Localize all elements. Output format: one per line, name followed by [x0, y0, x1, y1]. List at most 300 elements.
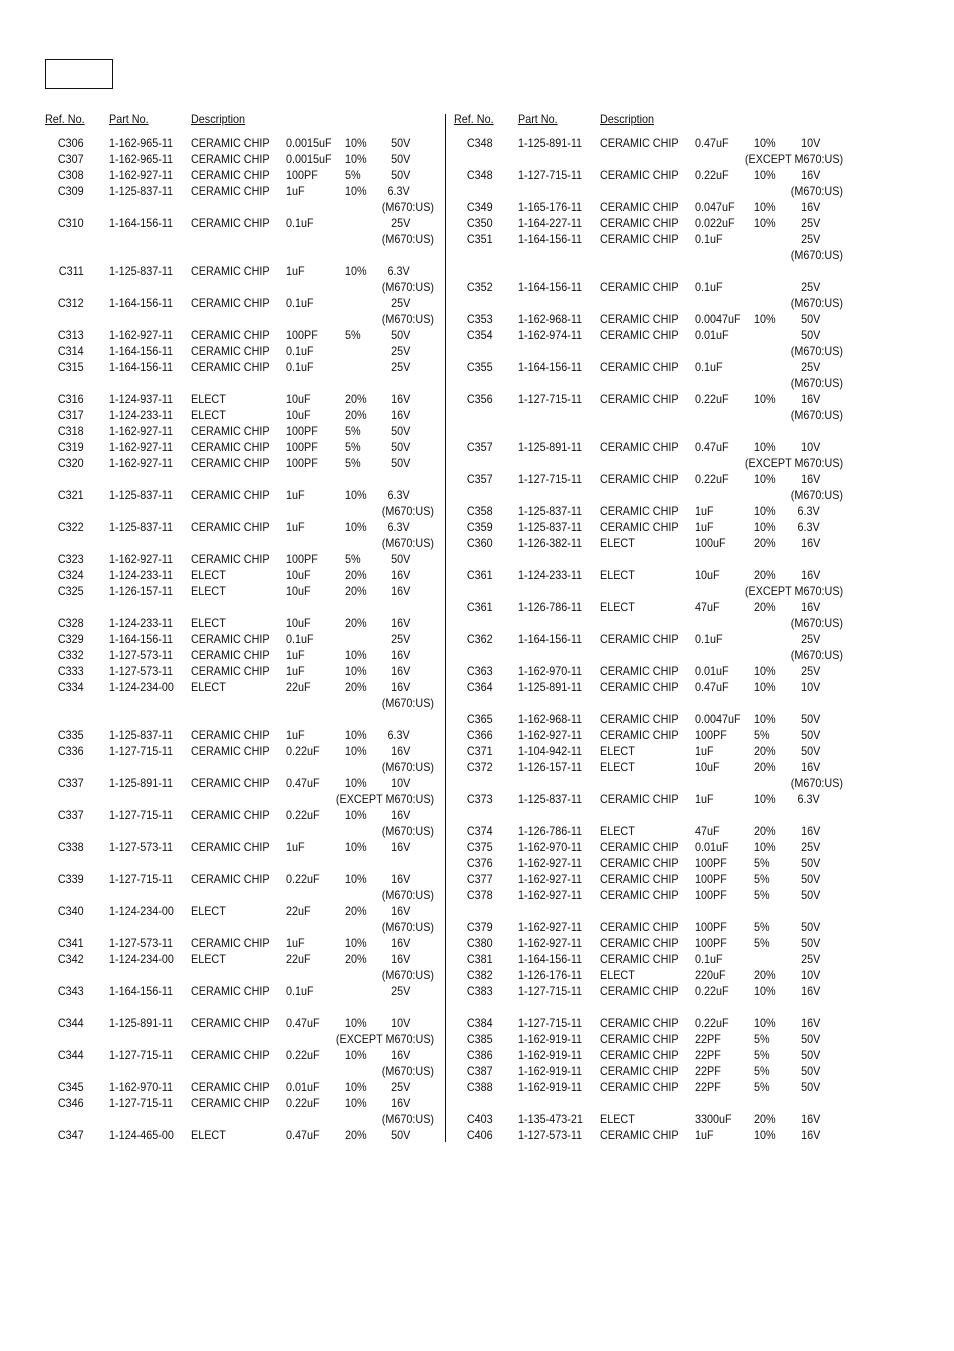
voltage: 16V: [390, 663, 410, 678]
description: CERAMIC CHIP: [191, 343, 270, 358]
voltage: 6.3V: [387, 519, 410, 534]
header-description: Description: [191, 112, 246, 126]
description: CERAMIC CHIP: [191, 1015, 270, 1030]
description: CERAMIC CHIP: [191, 455, 270, 470]
part-no: 1-162-919-11: [518, 1063, 583, 1078]
remark: (EXCEPT M670:US): [744, 151, 843, 166]
ref-no: C342: [58, 951, 84, 966]
description: CERAMIC CHIP: [600, 215, 679, 230]
description: CERAMIC CHIP: [600, 727, 679, 742]
ref-no: C387: [467, 1063, 493, 1078]
description: CERAMIC CHIP: [600, 199, 679, 214]
ref-no: C320: [58, 455, 84, 470]
table-row: [0, 167, 954, 183]
value: 0.0047uF: [695, 711, 741, 726]
description: CERAMIC CHIP: [191, 1095, 270, 1110]
description: CERAMIC CHIP: [600, 887, 679, 902]
voltage: 50V: [390, 551, 410, 566]
description: ELECT: [600, 967, 635, 982]
ref-no: C372: [467, 759, 493, 774]
description: CERAMIC CHIP: [191, 215, 270, 230]
ref-no: C353: [467, 311, 493, 326]
part-no: 1-164-156-11: [109, 359, 174, 374]
remark: (M670:US): [381, 535, 434, 550]
remark: (M670:US): [790, 343, 843, 358]
ref-no: C319: [58, 439, 84, 454]
part-no: 1-127-573-11: [109, 647, 174, 662]
remark: (M670:US): [790, 183, 843, 198]
part-no: 1-127-573-11: [109, 935, 174, 950]
description: ELECT: [600, 1111, 635, 1126]
table-row: [0, 951, 954, 967]
part-no: 1-125-837-11: [109, 183, 174, 198]
part-no: 1-127-715-11: [518, 391, 583, 406]
value: 47uF: [695, 823, 720, 838]
voltage: 16V: [800, 471, 820, 486]
description: CERAMIC CHIP: [600, 791, 679, 806]
remark: (M670:US): [381, 919, 434, 934]
voltage: 10V: [800, 967, 820, 982]
table-row: [0, 871, 954, 887]
remark: (M670:US): [381, 823, 434, 838]
description: ELECT: [600, 759, 635, 774]
tolerance: 10%: [345, 935, 367, 950]
part-no: 1-124-234-00: [109, 903, 174, 918]
description: ELECT: [191, 391, 226, 406]
value: 1uF: [286, 647, 305, 662]
description: CERAMIC CHIP: [600, 711, 679, 726]
part-no: 1-164-156-11: [109, 295, 174, 310]
table-row: [0, 1111, 954, 1127]
tolerance: 5%: [754, 855, 770, 870]
description: ELECT: [191, 407, 226, 422]
part-no: 1-124-234-00: [109, 679, 174, 694]
part-no: 1-162-927-11: [518, 919, 583, 934]
ref-no: C343: [58, 983, 84, 998]
tolerance: 5%: [345, 423, 361, 438]
value: 1uF: [286, 263, 305, 278]
ref-no: C336: [58, 743, 84, 758]
ref-no: C325: [58, 583, 84, 598]
value: 100PF: [286, 439, 318, 454]
part-no: 1-127-573-11: [518, 1127, 583, 1142]
table-row: [0, 551, 954, 567]
value: 0.1uF: [695, 631, 723, 646]
voltage: 16V: [800, 983, 820, 998]
ref-no: C357: [467, 471, 493, 486]
ref-no: C317: [58, 407, 84, 422]
part-no: 1-127-715-11: [109, 1047, 174, 1062]
voltage: 16V: [390, 679, 410, 694]
tolerance: 20%: [754, 967, 776, 982]
part-no: 1-127-715-11: [518, 471, 583, 486]
part-no: 1-162-970-11: [109, 1079, 174, 1094]
table-row: [0, 231, 954, 247]
ref-no: C351: [467, 231, 493, 246]
table-row-remark: [0, 295, 954, 311]
part-no: 1-127-715-11: [518, 167, 583, 182]
tolerance: 10%: [345, 839, 367, 854]
ref-no: C306: [58, 135, 84, 150]
remark: (M670:US): [381, 1063, 434, 1078]
tolerance: 5%: [345, 455, 361, 470]
voltage: 50V: [800, 935, 820, 950]
part-no: 1-164-156-11: [518, 279, 583, 294]
tolerance: 20%: [345, 583, 367, 598]
ref-no: C375: [467, 839, 493, 854]
description: CERAMIC CHIP: [600, 391, 679, 406]
voltage: 16V: [800, 823, 820, 838]
page-number-box: [45, 59, 113, 89]
voltage: 25V: [390, 1079, 410, 1094]
table-row: [0, 663, 954, 679]
part-no: 1-125-837-11: [109, 487, 174, 502]
description: CERAMIC CHIP: [600, 1063, 679, 1078]
voltage: 25V: [800, 663, 820, 678]
ref-no: C337: [58, 775, 84, 790]
table-row: [0, 1015, 954, 1031]
ref-no: C365: [467, 711, 493, 726]
remark: (EXCEPT M670:US): [744, 583, 843, 598]
description: CERAMIC CHIP: [600, 1015, 679, 1030]
description: CERAMIC CHIP: [600, 135, 679, 150]
voltage: 16V: [390, 1047, 410, 1062]
table-row: [0, 199, 954, 215]
remark: (M670:US): [790, 615, 843, 630]
part-no: 1-124-937-11: [109, 391, 174, 406]
ref-no: C380: [467, 935, 493, 950]
ref-no: C373: [467, 791, 493, 806]
voltage: 50V: [800, 1063, 820, 1078]
table-row-remark: [0, 151, 954, 167]
description: CERAMIC CHIP: [600, 951, 679, 966]
tolerance: 10%: [345, 1047, 367, 1062]
ref-no: C362: [467, 631, 493, 646]
value: 1uF: [286, 935, 305, 950]
tolerance: 10%: [754, 679, 776, 694]
tolerance: 10%: [345, 1015, 367, 1030]
ref-no: C337: [58, 807, 84, 822]
ref-no: C307: [58, 151, 84, 166]
value: 0.22uF: [695, 471, 729, 486]
tolerance: 10%: [754, 439, 776, 454]
description: CERAMIC CHIP: [191, 551, 270, 566]
value: 1uF: [695, 1127, 714, 1142]
table-row: [0, 1127, 954, 1143]
value: 0.22uF: [695, 983, 729, 998]
description: CERAMIC CHIP: [191, 647, 270, 662]
voltage: 16V: [800, 759, 820, 774]
part-no: 1-125-891-11: [518, 135, 583, 150]
tolerance: 20%: [345, 615, 367, 630]
tolerance: 20%: [345, 679, 367, 694]
part-no: 1-124-234-00: [109, 951, 174, 966]
part-no: 1-162-927-11: [109, 455, 174, 470]
table-row: [0, 503, 954, 519]
value: 0.1uF: [286, 631, 314, 646]
part-no: 1-127-715-11: [518, 1015, 583, 1030]
value: 0.22uF: [695, 391, 729, 406]
part-no: 1-162-965-11: [109, 135, 174, 150]
part-no: 1-127-573-11: [109, 839, 174, 854]
remark: (EXCEPT M670:US): [335, 1031, 434, 1046]
ref-no: C315: [58, 359, 84, 374]
voltage: 16V: [390, 567, 410, 582]
remark: (EXCEPT M670:US): [335, 791, 434, 806]
tolerance: 5%: [345, 439, 361, 454]
tolerance: 10%: [754, 983, 776, 998]
table-row: [0, 279, 954, 295]
part-no: 1-127-715-11: [518, 983, 583, 998]
remark: (M670:US): [381, 887, 434, 902]
ref-no: C345: [58, 1079, 84, 1094]
ref-no: C382: [467, 967, 493, 982]
ref-no: C321: [58, 487, 84, 502]
value: 0.1uF: [286, 983, 314, 998]
ref-no: C377: [467, 871, 493, 886]
table-row: [0, 471, 954, 487]
voltage: 6.3V: [387, 487, 410, 502]
value: 1uF: [695, 519, 714, 534]
value: 47uF: [695, 599, 720, 614]
value: 22PF: [695, 1063, 721, 1078]
value: 0.47uF: [695, 135, 729, 150]
value: 100PF: [695, 935, 727, 950]
description: CERAMIC CHIP: [600, 1031, 679, 1046]
voltage: 16V: [800, 1127, 820, 1142]
part-no: 1-164-156-11: [518, 951, 583, 966]
tolerance: 10%: [754, 199, 776, 214]
header-part-no: Part No.: [109, 112, 149, 126]
value: 0.22uF: [695, 1015, 729, 1030]
part-no: 1-162-927-11: [518, 855, 583, 870]
description: CERAMIC CHIP: [600, 519, 679, 534]
value: 0.0047uF: [695, 311, 741, 326]
table-row: [0, 519, 954, 535]
voltage: 50V: [390, 135, 410, 150]
value: 220uF: [695, 967, 726, 982]
table-row: [0, 1031, 954, 1047]
description: CERAMIC CHIP: [191, 631, 270, 646]
remark: (M670:US): [381, 759, 434, 774]
part-no: 1-164-156-11: [518, 631, 583, 646]
voltage: 16V: [390, 647, 410, 662]
voltage: 16V: [390, 615, 410, 630]
part-no: 1-125-837-11: [518, 519, 583, 534]
tolerance: 20%: [754, 567, 776, 582]
part-no: 1-162-927-11: [518, 887, 583, 902]
voltage: 16V: [390, 391, 410, 406]
remark: (M670:US): [790, 295, 843, 310]
value: 0.47uF: [286, 1127, 320, 1142]
voltage: 50V: [800, 311, 820, 326]
part-no: 1-162-927-11: [109, 327, 174, 342]
description: CERAMIC CHIP: [600, 167, 679, 182]
value: 0.1uF: [286, 295, 314, 310]
tolerance: 20%: [345, 407, 367, 422]
ref-no: C376: [467, 855, 493, 870]
header-ref-no: Ref. No.: [45, 112, 85, 126]
tolerance: 5%: [754, 871, 770, 886]
table-row: [0, 791, 954, 807]
table-row: [0, 759, 954, 775]
voltage: 6.3V: [797, 519, 820, 534]
part-no: 1-126-786-11: [518, 599, 583, 614]
table-row-remark: [0, 487, 954, 503]
table-row: [0, 391, 954, 407]
table-row: [0, 983, 954, 999]
voltage: 16V: [800, 1111, 820, 1126]
table-row-remark: [0, 583, 954, 599]
tolerance: 10%: [345, 727, 367, 742]
table-row: [0, 1095, 954, 1111]
tolerance: 10%: [345, 263, 367, 278]
description: ELECT: [600, 567, 635, 582]
tolerance: 20%: [345, 391, 367, 406]
ref-no: C328: [58, 615, 84, 630]
ref-no: C403: [467, 1111, 493, 1126]
part-no: 1-135-473-21: [518, 1111, 583, 1126]
value: 0.47uF: [286, 775, 320, 790]
part-no: 1-162-919-11: [518, 1047, 583, 1062]
part-no: 1-162-927-11: [518, 871, 583, 886]
part-no: 1-125-891-11: [518, 439, 583, 454]
description: CERAMIC CHIP: [191, 871, 270, 886]
ref-no: C309: [58, 183, 84, 198]
voltage: 10V: [800, 679, 820, 694]
value: 1uF: [286, 839, 305, 854]
description: CERAMIC CHIP: [600, 1047, 679, 1062]
part-no: 1-127-573-11: [109, 663, 174, 678]
value: 0.0015uF: [286, 135, 332, 150]
description: ELECT: [600, 599, 635, 614]
part-no: 1-164-227-11: [518, 215, 583, 230]
voltage: 50V: [390, 439, 410, 454]
tolerance: 10%: [754, 311, 776, 326]
tolerance: 10%: [345, 647, 367, 662]
description: CERAMIC CHIP: [191, 663, 270, 678]
table-row: [0, 727, 954, 743]
tolerance: 5%: [754, 727, 770, 742]
value: 0.1uF: [695, 359, 723, 374]
value: 1uF: [286, 519, 305, 534]
tolerance: 10%: [345, 1095, 367, 1110]
table-row-remark: [0, 183, 954, 199]
description: CERAMIC CHIP: [600, 631, 679, 646]
remark: (M670:US): [790, 775, 843, 790]
part-no: 1-162-919-11: [518, 1079, 583, 1094]
tolerance: 5%: [345, 327, 361, 342]
value: 0.22uF: [695, 167, 729, 182]
value: 100uF: [695, 535, 726, 550]
ref-no: C385: [467, 1031, 493, 1046]
table-row-remark: [0, 247, 954, 263]
table-row-remark: [0, 455, 954, 471]
remark: (M670:US): [381, 199, 434, 214]
part-no: 1-126-157-11: [518, 759, 583, 774]
tolerance: 20%: [345, 567, 367, 582]
ref-no: C334: [58, 679, 84, 694]
part-no: 1-125-837-11: [109, 519, 174, 534]
value: 0.0015uF: [286, 151, 332, 166]
description: CERAMIC CHIP: [191, 487, 270, 502]
part-no: 1-162-927-11: [109, 167, 174, 182]
voltage: 25V: [390, 983, 410, 998]
part-no: 1-162-927-11: [518, 935, 583, 950]
value: 0.1uF: [286, 343, 314, 358]
table-row-remark: [0, 695, 954, 711]
voltage: 50V: [800, 871, 820, 886]
voltage: 16V: [390, 935, 410, 950]
tolerance: 10%: [345, 183, 367, 198]
table-row: [0, 1063, 954, 1079]
ref-no: C350: [467, 215, 493, 230]
ref-no: C352: [467, 279, 493, 294]
ref-no: C308: [58, 167, 84, 182]
value: 22uF: [286, 951, 311, 966]
ref-no: C335: [58, 727, 84, 742]
description: CERAMIC CHIP: [600, 679, 679, 694]
voltage: 50V: [390, 327, 410, 342]
part-no: 1-162-970-11: [518, 663, 583, 678]
value: 100PF: [286, 551, 318, 566]
value: 10uF: [286, 615, 311, 630]
value: 1uF: [695, 743, 714, 758]
header-part-no: Part No.: [518, 112, 558, 126]
tolerance: 10%: [754, 711, 776, 726]
value: 0.1uF: [286, 359, 314, 374]
value: 10uF: [286, 407, 311, 422]
voltage: 25V: [390, 343, 410, 358]
table-row: [0, 311, 954, 327]
description: ELECT: [191, 679, 226, 694]
ref-no: C360: [467, 535, 493, 550]
part-no: 1-162-927-11: [109, 551, 174, 566]
voltage: 50V: [390, 1127, 410, 1142]
value: 1uF: [695, 503, 714, 518]
description: CERAMIC CHIP: [600, 231, 679, 246]
table-row-remark: [0, 343, 954, 359]
voltage: 25V: [800, 279, 820, 294]
remark: (M670:US): [381, 503, 434, 518]
voltage: 25V: [800, 951, 820, 966]
description: CERAMIC CHIP: [600, 327, 679, 342]
description: CERAMIC CHIP: [191, 935, 270, 950]
voltage: 16V: [390, 871, 410, 886]
voltage: 16V: [800, 391, 820, 406]
table-row: [0, 567, 954, 583]
value: 22PF: [695, 1079, 721, 1094]
value: 10uF: [286, 583, 311, 598]
voltage: 16V: [390, 807, 410, 822]
voltage: 50V: [800, 743, 820, 758]
description: CERAMIC CHIP: [600, 279, 679, 294]
description: CERAMIC CHIP: [191, 1047, 270, 1062]
voltage: 50V: [800, 711, 820, 726]
value: 3300uF: [695, 1111, 732, 1126]
ref-no: C381: [467, 951, 493, 966]
part-no: 1-162-927-11: [109, 439, 174, 454]
tolerance: 20%: [345, 903, 367, 918]
description: CERAMIC CHIP: [191, 439, 270, 454]
voltage: 50V: [390, 167, 410, 182]
voltage: 50V: [800, 1031, 820, 1046]
ref-no: C363: [467, 663, 493, 678]
description: CERAMIC CHIP: [600, 871, 679, 886]
ref-no: C341: [58, 935, 84, 950]
remark: (M670:US): [790, 487, 843, 502]
ref-no: C361: [467, 567, 493, 582]
